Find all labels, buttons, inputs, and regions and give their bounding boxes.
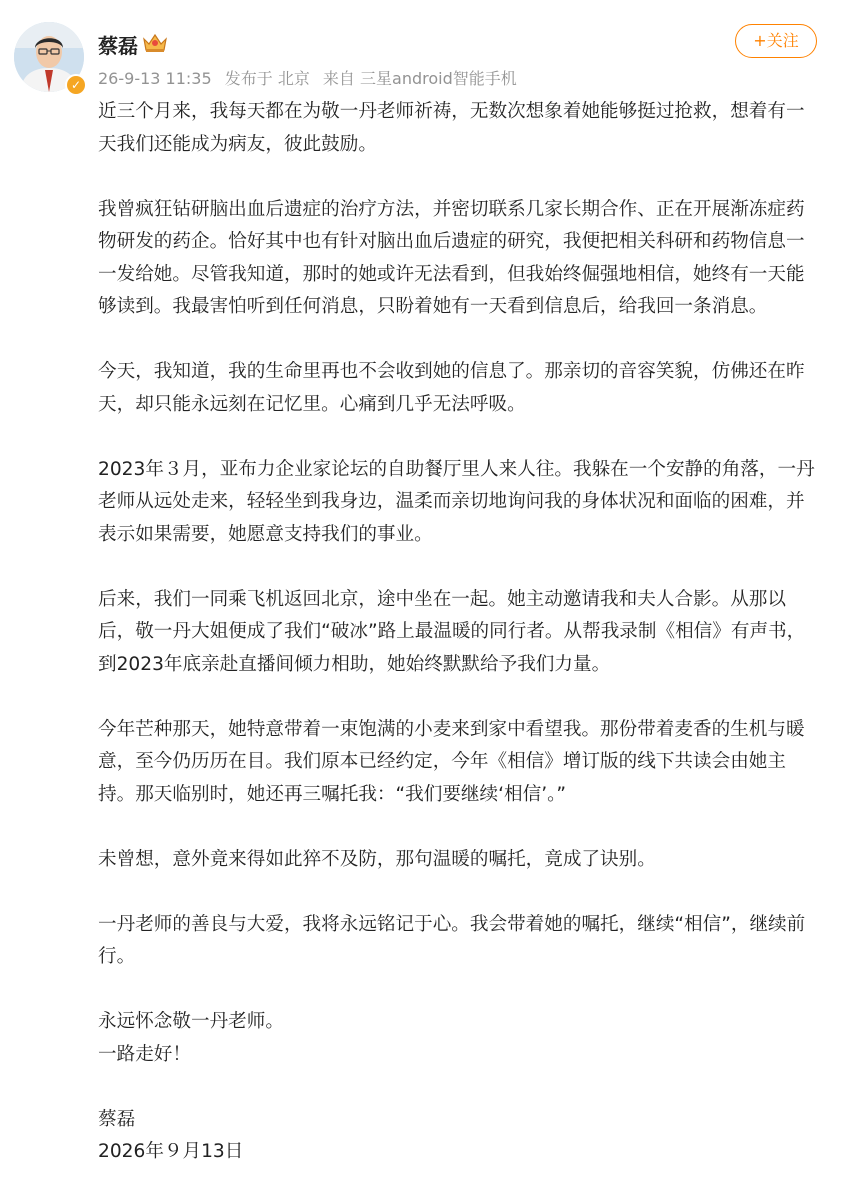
signature-name: 蔡磊 [98,1108,136,1130]
post-meta [98,66,525,89]
closing-line: 一路走好！ [98,1043,191,1065]
paragraph: 我曾疯狂钻研脑出血后遗症的治疗方法，并密切联系几家长期合作、正在开展渐冻症药物研发的药企。恰好其中也有针对脑出血后遗症的研究，我便把相关科研和药物信息一一发给她。尽管我知道，那时的她或许无法看到，但我始终倔强地相信，她终有一天能够读到。我最害怕听到任何消息，只盼着她有一天看到信息后，给我回一条消息。 [98,198,805,317]
paragraph: 2023年３月，亚布力企业家论坛的自助餐厅里人来人往。我躲在一个安静的角落，一丹老师从远处走来，轻轻坐到我身边，温柔而亲切地询问我的身体状况和面临的困难，并表示如果需要，她愿意支持我们的事业。 [98,458,815,545]
paragraph: 未曾想，意外竟来得如此猝不及防，那句温暖的嘱托，竟成了诀别。 [98,848,656,870]
post-body [98,96,822,1169]
paragraph: 后来，我们一同乘飞机返回北京，途中坐在一起。她主动邀请我和夫人合影。从那以后，敬一丹大姐便成了我们“破冰”路上最温暖的同行者。从帮我录制《相信》有声书，到2023年底亲赴直播间倾力相助，她始终默默给予我们力量。 [98,588,806,675]
follow-button[interactable]: +关注 [735,24,817,58]
author-name[interactable]: 蔡磊 [98,34,138,58]
crown-icon [142,32,168,54]
verified-badge-icon: ✓ [65,74,87,96]
post-location: 发布于 北京 [224,69,310,88]
post-source: 来自 三星android智能手机 [322,69,517,88]
post-timestamp[interactable]: 26-9-13 11:35 [98,69,212,88]
paragraph: 近三个月来，我每天都在为敬一丹老师祈祷，无数次想象着她能够挺过抢救，想着有一天我们还能成为病友，彼此鼓励。 [98,101,805,155]
post-header [0,0,844,100]
closing-line: 永远怀念敬一丹老师。 [98,1011,284,1032]
paragraph: 一丹老师的善良与大爱，我将永远铭记于心。我会带着她的嘱托，继续“相信”，继续前行。 [98,913,806,967]
paragraph: 今天，我知道，我的生命里再也不会收到她的信息了。那亲切的音容笑貌，仿佛还在昨天，却只能永远刻在记忆里。心痛到几乎无法呼吸。 [98,361,805,415]
paragraph: 今年芒种那天，她特意带着一束饱满的小麦来到家中看望我。那份带着麦香的生机与暖意，至今仍历历在目。我们原本已经约定，今年《相信》增订版的线下共读会由她主持。那天临别时，她还再三嘱托我：“我们要继续‘相信’。” [98,718,805,805]
signature-date: 2026年９月13日 [98,1141,244,1162]
